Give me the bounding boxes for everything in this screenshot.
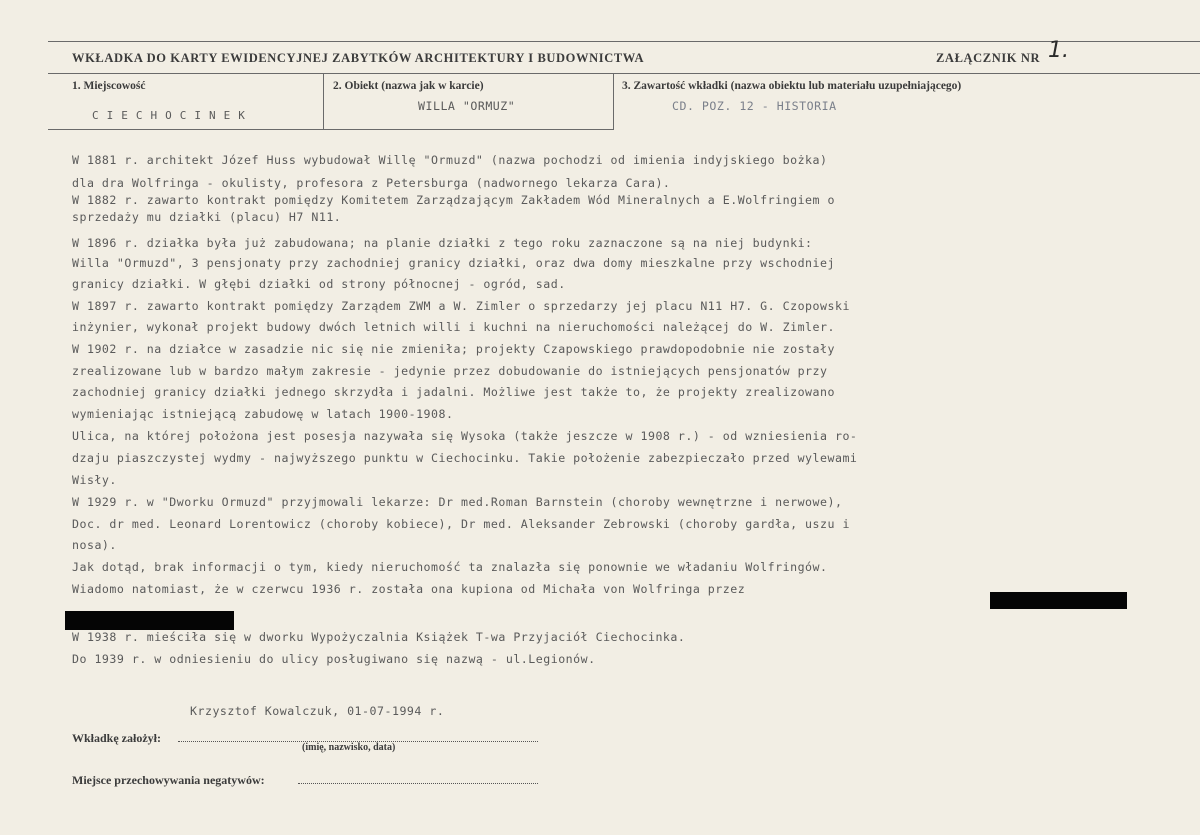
top-rule <box>48 41 1200 42</box>
place-label: 1. Miejscowość <box>72 80 146 92</box>
author-signature: Krzysztof Kowalczuk, 01-07-1994 r. <box>190 704 445 718</box>
text-line: W 1938 r. mieściła się w dworku Wypożyczalnia Książek T-wa Przyjaciół Ciechocinka. <box>72 630 686 644</box>
text-line: W 1896 r. działka była już zabudowana; na planie działki z tego roku zaznaczone są na niej budynki: <box>72 236 813 250</box>
object-label: 2. Obiekt (nazwa jak w karcie) <box>333 80 484 92</box>
text-line: wymieniając istniejącą zabudowę w latach 1900-1908. <box>72 407 454 421</box>
text-line: nosa). <box>72 538 117 552</box>
annex-number: 1. <box>1048 38 1069 63</box>
founded-by-label: Wkładkę założył: <box>72 731 161 745</box>
place-box-bottom <box>48 129 324 130</box>
field-divider <box>323 74 324 129</box>
content-label: 3. Zawartość wkładki (nazwa obiektu lub materiału uzupełniającego) <box>622 80 962 92</box>
negatives-location-label: Miejsce przechowywania negatywów: <box>72 773 265 787</box>
text-line: sprzedaży mu działki (placu) H7 N11. <box>72 210 342 224</box>
header-rule <box>48 73 1200 74</box>
text-line: dla dra Wolfringa - okulisty, profesora z Petersburga (nadwornego lekarza Cara). <box>72 176 671 190</box>
text-line: inżynier, wykonał projekt budowy dwóch letnich willi i kuchni na nieruchomości należącej do W. Zimler. <box>72 320 835 334</box>
content-value: CD. POZ. 12 - HISTORIA <box>672 99 837 113</box>
text-line: zrealizowane lub w bardzo małym zakresie - jedynie przez dobudowanie do istniejących pensjonatów przy <box>72 364 828 378</box>
text-line: W 1881 r. architekt Józef Huss wybudował Willę "Ormuzd" (nazwa pochodzi od imienia indyjskiego bożka) <box>72 153 828 167</box>
text-line: Wisły. <box>72 473 117 487</box>
place-value: CIECHOCINEK <box>92 109 253 122</box>
text-line: W 1897 r. zawarto kontrakt pomiędzy Zarządem ZWM a W. Zimler o sprzedarzy jej placu N11 H7. G. Czopowski <box>72 299 850 313</box>
text-line: Jak dotąd, brak informacji o tym, kiedy nieruchomość ta znalazła się ponownie we władaniu Wolfringów. <box>72 560 828 574</box>
text-line: Wiadomo natomiast, że w czerwcu 1936 r. została ona kupiona od Michała von Wolfringa przez <box>72 582 746 596</box>
text-line: W 1902 r. na działce w zasadzie nic się nie zmieniła; projekty Czapowskiego prawdopodobnie nie zostały <box>72 342 835 356</box>
redaction-bar <box>65 611 234 630</box>
text-line: Do 1939 r. w odniesieniu do ulicy posługiwano się nazwą - ul.Legionów. <box>72 652 596 666</box>
text-line: W 1882 r. zawarto kontrakt pomiędzy Komitetem Zarządzającym Zakładem Wód Mineralnych a E.Wolfringiem o <box>72 193 835 207</box>
text-line: Willa "Ormuzd", 3 pensjonaty przy zachodniej granicy działki, oraz dwa domy mieszkalne przy wschodniej <box>72 256 835 270</box>
field-divider <box>613 74 614 129</box>
negatives-location-field <box>298 783 538 784</box>
text-line: Doc. dr med. Leonard Lorentowicz (choroby kobiece), Dr med. Aleksander Zebrowski (choroby gardła, uszu i <box>72 517 850 531</box>
text-line: dzaju piaszczystej wydmy - najwyższego punktu w Ciechocinku. Takie położenie zabezpieczało przed wylewami <box>72 451 858 465</box>
text-line: zachodniej granicy działki jednego skrzydła i jadalni. Możliwe jest także to, że projekty zrealizowano <box>72 385 835 399</box>
card-title: WKŁADKA DO KARTY EWIDENCYJNEJ ZABYTKÓW ARCHITEKTURY I BUDOWNICTWA <box>72 51 645 65</box>
text-line: Ulica, na której położona jest posesja nazywała się Wysoka (także jeszcze w 1908 r.) - od wzniesienia ro- <box>72 429 858 443</box>
text-line: granicy działki. W głębi działki od strony północnej - ogród, sad. <box>72 277 566 291</box>
redaction-bar <box>990 592 1127 609</box>
founded-by-hint: (imię, nazwisko, data) <box>302 742 396 753</box>
object-value: WILLA "ORMUZ" <box>418 99 516 113</box>
annex-label: ZAŁĄCZNIK NR <box>936 51 1041 65</box>
text-line: W 1929 r. w "Dworku Ormuzd" przyjmowali lekarze: Dr med.Roman Barnstein (choroby wewnętrzne i nerwowe), <box>72 495 843 509</box>
object-box-bottom <box>323 129 614 130</box>
